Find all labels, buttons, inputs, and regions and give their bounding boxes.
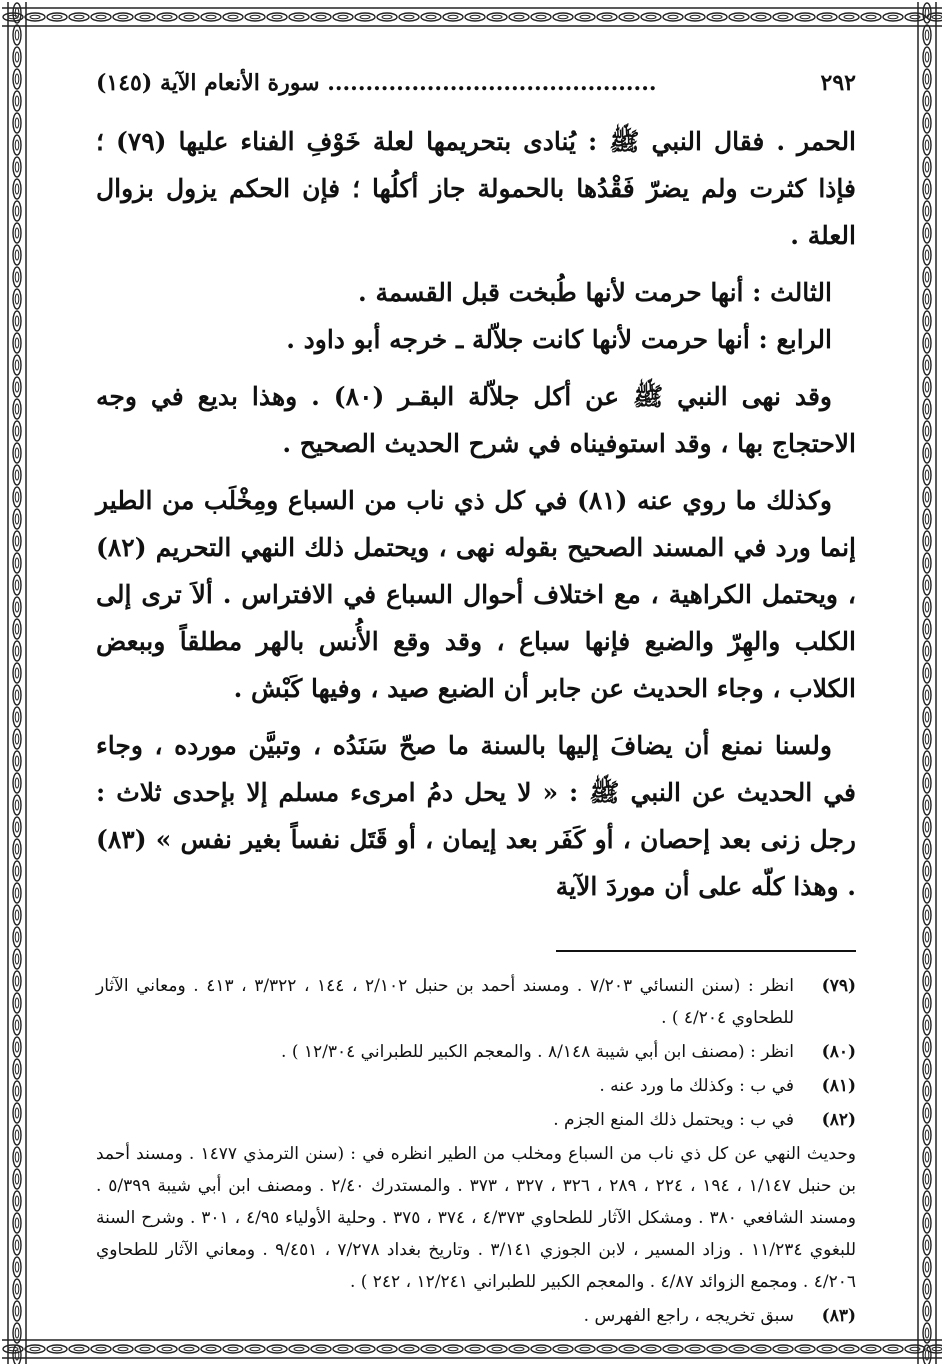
footnote-text: في ب : وكذلك ما ورد عنه .: [599, 1076, 794, 1096]
footnote-number: (٨١): [821, 1076, 856, 1096]
paragraph: الثالث : أنها حرمت لأنها طُبخت قبل القسمة .: [358, 278, 832, 307]
page-header: [96, 70, 856, 96]
paragraph: وكذلك ما روي عنه (٨١) في كل ذي ناب من السباع ومِخْلَب من الطير إنما ورد في المسند الصحيح بقوله نهى ، ويحتمل ذلك النهي التحريم (٨٢) ، ويحتمل الكراهية ، مع اختلاف أحوال السباع في الافتراس . ألاَ ترى إلى الكلب والهِرّ والضبع فإنها سباع ، وقد وقع الأُنس بالهر مطلقاً وببعض الكلاب ، وجاء الحديث عن جابر أن الضبع صيد ، وفيها كَبْش .: [96, 486, 856, 703]
footnote-number: (٨٢): [821, 1110, 856, 1130]
page-content: [96, 70, 856, 1334]
page-number: ٢٩٢: [820, 70, 856, 96]
footnote-text: في ب : ويحتمل ذلك المنع الجزم .: [553, 1110, 794, 1130]
footnote-number: (٨٣): [821, 1306, 856, 1326]
footnote: [96, 970, 856, 1034]
decorative-border-right: [912, 2, 942, 1364]
footnote-number: (٧٩): [821, 976, 856, 996]
running-title-text: سورة الأنعام الآية (١٤٥): [96, 70, 320, 96]
running-title: [96, 70, 657, 96]
footnote: [96, 1036, 856, 1068]
paragraph: الرابع : أنها حرمت لأنها كانت جلاّلة ـ خرجه أبو داود .: [286, 325, 832, 354]
footnote-text: انظر : (مصنف ابن أبي شيبة ٨/١٤٨ . والمعجم الكبير للطبراني ١٢/٣٠٤ ) .: [281, 1042, 794, 1062]
paragraph: ولسنا نمنع أن يضافَ إليها بالسنة ما صحّ سَنَدُه ، وتبيَّن مورده ، وجاء في الحديث عن النبي ﷺ : « لا يحل دمُ امرىء مسلم إلا بإحدى ثلاث : رجل زنى بعد إحصان ، أو كَفَر بعد إيمان ، أو قَتَل نفساً بغير نفس » (٨٣) . وهذا كلّه على أن موردَ الآية: [96, 731, 856, 901]
footnote-text: وحديث النهي عن كل ذي ناب من السباع ومخلب من الطير انظره في : (سنن الترمذي ١٤٧٧ . ومسند أحمد بن حنبل ١/١٤٧ ، ١٩٤ ، ٢٢٤ ، ٢٨٩ ، ٣٢٦ ، ٣٢٧ ، ٣٧٣ . والمستدرك ٢/٤٠ . ومصنف ابن أبي شيبة ٥/٣٩٩ . ومسند الشافعي ٣٨٠ . ومشكل الآثار للطحاوي ٤/٣٧٣ ، ٣٧٤ ، ٣٧٥ . وحلية الأولياء ٤/٩٥ ، ٣٠١ . وشرح السنة للبغوي ١١/٢٣٤ . وزاد المسير ، لابن الجوزي ٣/١٤١ . وتاريخ بغداد ٧/٢٧٨ ، ٩/٤٥١ . ومعاني الآثار للطحاوي ٤/٢٠٦ . ومجمع الزوائد ٤/٨٧ . والمعجم الكبير للطبراني ١٢/٢٤١ ، ٢٤٢ ) .: [96, 1144, 857, 1292]
footnote-text: سبق تخريجه ، راجع الفهرس .: [583, 1306, 794, 1326]
decorative-border-top: [2, 2, 942, 32]
footnote: [96, 1104, 856, 1136]
footnote-separator: [556, 950, 856, 952]
footnotes: [96, 970, 856, 1332]
footnote-text: انظر : (سنن النسائي ٧/٢٠٣ . ومسند أحمد بن حنبل ٢/١٠٢ ، ١٤٤ ، ٣/٣٢٢ ، ٤١٣ . ومعاني الآثار للطحاوي ٤/٢٠٤ ) .: [96, 976, 795, 1028]
running-title-leader: ...........................................: [327, 70, 657, 96]
footnote: [96, 1300, 856, 1332]
footnote-number: (٨٠): [821, 1042, 856, 1062]
paragraph: وقد نهى النبي ﷺ عن أكل جلاّلة البقـر (٨٠) . وهذا بديع في وجه الاحتجاج بها ، وقد استوفيناه في شرح الحديث الصحيح .: [96, 382, 856, 458]
footnote-continuation: [96, 1138, 856, 1298]
decorative-border-bottom: [2, 1334, 942, 1364]
paragraph: الحمر . فقال النبي ﷺ : يُنادى بتحريمها لعلة خَوْفِ الفناء عليها (٧٩) ؛ فإذا كثرت ولم يضرّ فَقْدُها بالحمولة جاز أكلُها ؛ فإن الحكم يزول بزوال العلة .: [96, 127, 857, 250]
footnote: [96, 1070, 856, 1102]
main-text: [96, 118, 856, 910]
decorative-border-left: [2, 2, 32, 1364]
